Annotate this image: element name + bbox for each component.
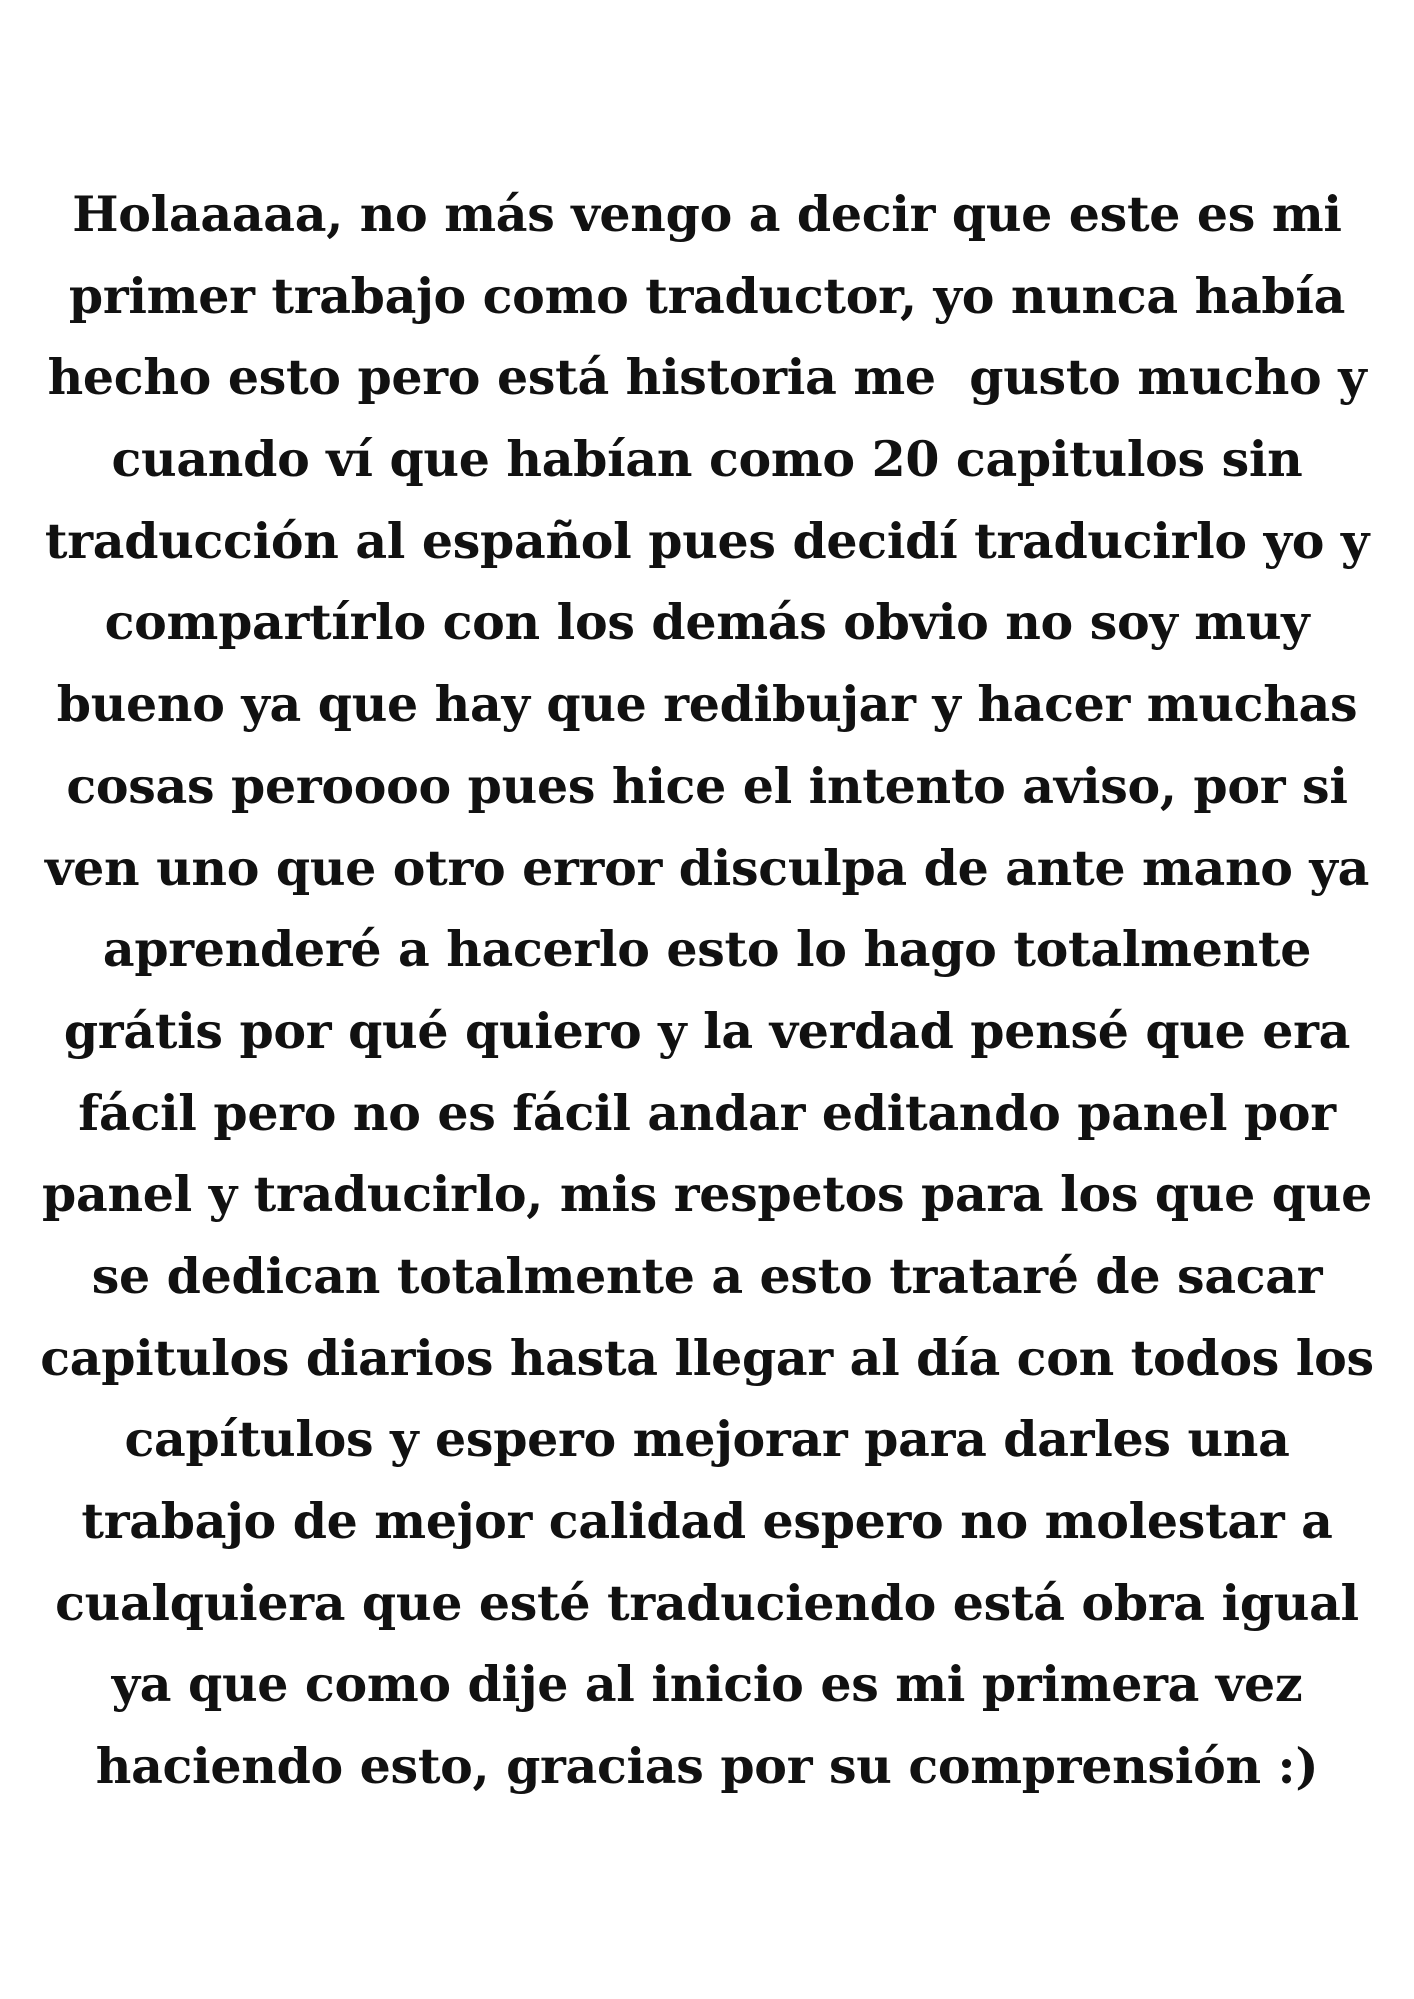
note-line: hecho esto pero está historia me gusto mucho y [47, 348, 1367, 407]
note-line: trabajo de mejor calidad espero no molestar a [81, 1492, 1333, 1550]
note-line: bueno ya que hay que redibujar y hacer muchas [56, 675, 1358, 734]
note-line: fácil pero no es fácil andar editando panel por [78, 1083, 1336, 1142]
note-line: capítulos y espero mejorar para darles una [124, 1410, 1290, 1469]
note-line: se dedican totalmente a esto trataré de sacar [91, 1246, 1323, 1305]
note-line: Holaaaaa, no más vengo a decir que este es mi [72, 185, 1342, 243]
note-line: cualquiera que esté traduciendo está obra igual [55, 1573, 1359, 1632]
note-line: ven uno que otro error disculpa de ante mano ya [44, 838, 1370, 897]
note-line: ya que como dije al inicio es mi primera vez [111, 1655, 1303, 1714]
note-line: capitulos diarios hasta llegar al día con todos los [40, 1328, 1374, 1387]
note-line: cosas peroooo pues hice el intento aviso, por si [66, 756, 1348, 815]
translator-note [40, 174, 1374, 1808]
note-line: primer trabajo como traductor, yo nunca había [68, 266, 1346, 325]
note-line: grátis por qué quiero y la verdad pensé que era [63, 1001, 1351, 1060]
note-line: traducción al español pues decidí traducirlo yo y [44, 511, 1370, 570]
note-line: aprenderé a hacerlo esto lo hago totalmente [102, 920, 1312, 979]
note-line: compartírlo con los demás obvio no soy muy [104, 593, 1310, 652]
note-line: haciendo esto, gracias por su comprensión :) [95, 1737, 1319, 1796]
note-line: panel y traducirlo, mis respetos para los que que [42, 1165, 1372, 1224]
note-line: cuando ví que habían como 20 capitulos sin [111, 430, 1303, 489]
